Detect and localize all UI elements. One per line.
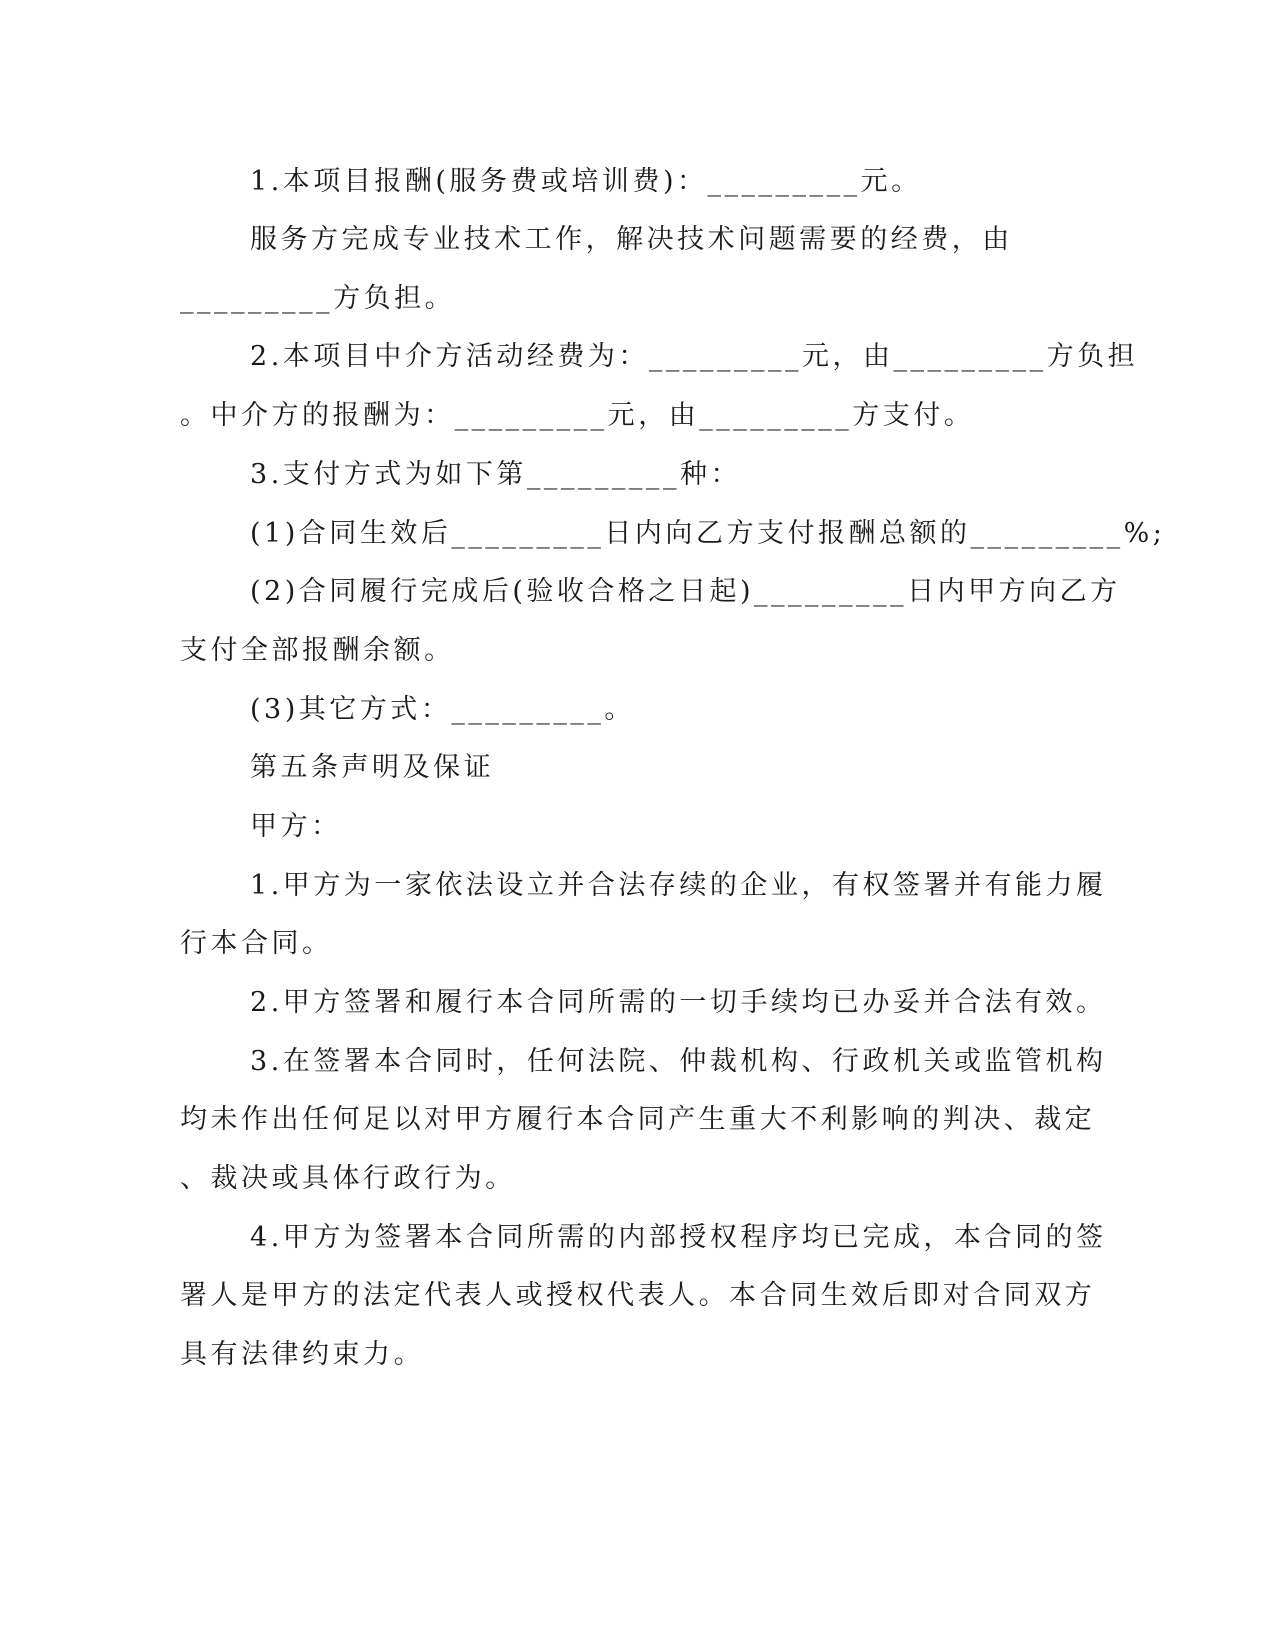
text-line-15: 2.甲方签署和履行本合同所需的一切手续均已办妥并合法有效。 bbox=[250, 987, 1107, 1018]
text-line-19: 4.甲方为签署本合同所需的内部授权程序均已完成，本合同的签 bbox=[250, 1222, 1107, 1253]
text-line-18: 、裁决或具体行政行为。 bbox=[180, 1163, 516, 1194]
section-heading: 第五条声明及保证 bbox=[250, 752, 495, 783]
text-line-6: 3.支付方式为如下第_________种： bbox=[250, 459, 741, 490]
text-line-20: 署人是甲方的法定代表人或授权代表人。本合同生效后即对合同双方 bbox=[180, 1280, 1096, 1311]
text-line-7: (1)合同生效后_________日内向乙方支付报酬总额的_________%; bbox=[250, 518, 1166, 549]
party-label: 甲方： bbox=[250, 811, 342, 842]
text-line-8: (2)合同履行完成后(验收合格之日起)_________日内甲方向乙方 bbox=[250, 576, 1121, 607]
text-line-10: (3)其它方式：_________。 bbox=[250, 694, 635, 725]
text-line-3: _________方负担。 bbox=[180, 283, 456, 314]
text-line-14: 行本合同。 bbox=[180, 928, 333, 959]
text-line-16: 3.在签署本合同时，任何法院、仲裁机构、行政机关或监管机构 bbox=[250, 1046, 1107, 1077]
text-line-9: 支付全部报酬余额。 bbox=[180, 635, 455, 666]
text-line-21: 具有法律约束力。 bbox=[180, 1339, 425, 1370]
text-line-2: 服务方完成专业技术工作，解决技术问题需要的经费，由 bbox=[250, 224, 1013, 255]
text-line-5: 。中介方的报酬为：_________元，由_________方支付。 bbox=[180, 400, 975, 431]
text-line-4: 2.本项目中介方活动经费为：_________元，由_________方负担 bbox=[250, 341, 1139, 372]
text-line-13: 1.甲方为一家依法设立并合法存续的企业，有权签署并有能力履 bbox=[250, 870, 1107, 901]
text-line-1: 1.本项目报酬(服务费或培训费)：_________元。 bbox=[250, 166, 922, 197]
text-line-17: 均未作出任何足以对甲方履行本合同产生重大不利影响的判决、裁定 bbox=[180, 1104, 1096, 1135]
